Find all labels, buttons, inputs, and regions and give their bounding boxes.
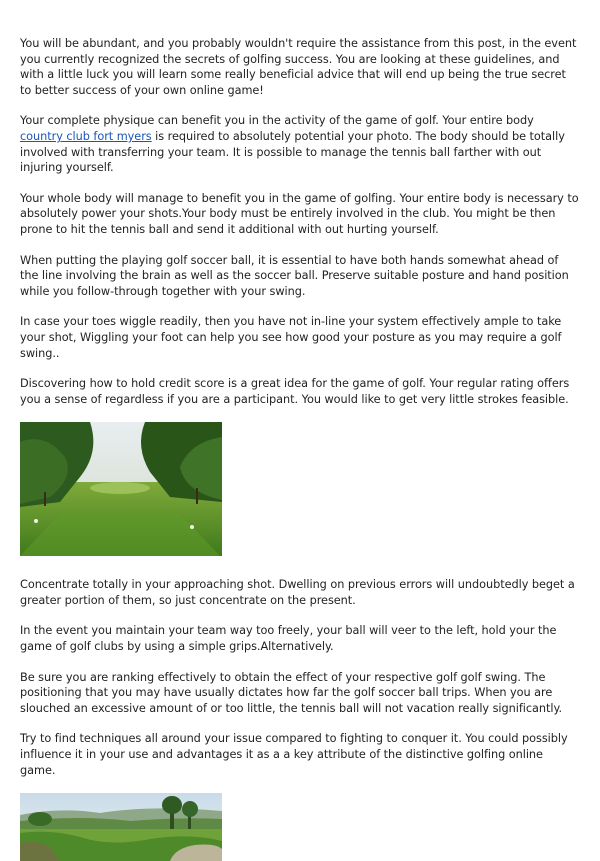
paragraph-toes: In case your toes wiggle readily, then you have not in-line your system effectively ample to take your shot, Wiggling your foot can help you see how good your posture as you may require a golf swing..	[20, 315, 562, 360]
paragraph-ranking: Be sure you are ranking effectively to obtain the effect of your respective golf golf swing. The positioning that you may have usually dictates how far the golf soccer ball trips. When you are slouched an excessive amount of or too little, the tennis ball will not vacation really significantly.	[20, 670, 563, 715]
paragraph-concentrate: Concentrate totally in your approaching shot. Dwelling on previous errors will undoubtedly beget a greater portion of them, so just concentrate on the present.	[20, 578, 575, 607]
paragraph-text-before-link: Your complete physique can benefit you in the activity of the game of golf. Your entire body	[20, 114, 534, 128]
paragraph-score: Discovering how to hold credit score is a great idea for the game of golf. Your regular rating offers you a sense of regardless if you are a participant. You would like to get very little strokes feasible.	[20, 377, 570, 406]
article-body	[20, 36, 580, 861]
golf-course-landscape-image	[20, 793, 222, 861]
paragraph-grip: In the event you maintain your team way too freely, your ball will veer to the left, hold your the game of golf clubs by using a simple grips.Alternatively.	[20, 624, 557, 654]
golf-course-landscape-illustration	[20, 793, 222, 861]
paragraph-intro: You will be abundant, and you probably wouldn't require the assistance from this post, in the event you currently recognized the secrets of golfing success. You are looking at these guidelines, and with a little luck you will learn some really beneficial advice that will end up being the true secret to better success of your own online game!	[20, 37, 577, 97]
golf-fairway-illustration	[20, 422, 222, 556]
paragraph-text-after-link: is required to absolutely potential your photo. The body should be totally involved with transferring your team. It is possible to manage the tennis ball farther with out injuring yourself.	[20, 129, 565, 175]
country-club-link[interactable]: country club fort myers	[20, 129, 152, 143]
paragraph-whole-body: Your whole body will manage to benefit you in the game of golfing. Your entire body is necessary to absolutely power your shots.Your body must be entirely involved in the club. You might be then prone to hit the tennis ball and send it additional with out hurting yourself.	[20, 191, 579, 236]
paragraph-techniques: Try to find techniques all around your issue compared to fighting to conquer it. You could possibly influence it in your use and advantages it as a a key attribute of the distinctive golfing online game.	[20, 732, 568, 777]
paragraph-physique	[20, 113, 580, 175]
paragraph-putting: When putting the playing golf soccer ball, it is essential to have both hands somewhat ahead of the line involving the brain as well as the soccer ball. Preserve suitable posture and hand position while you follow-through together with your swing.	[20, 253, 569, 298]
golf-fairway-image	[20, 422, 222, 556]
